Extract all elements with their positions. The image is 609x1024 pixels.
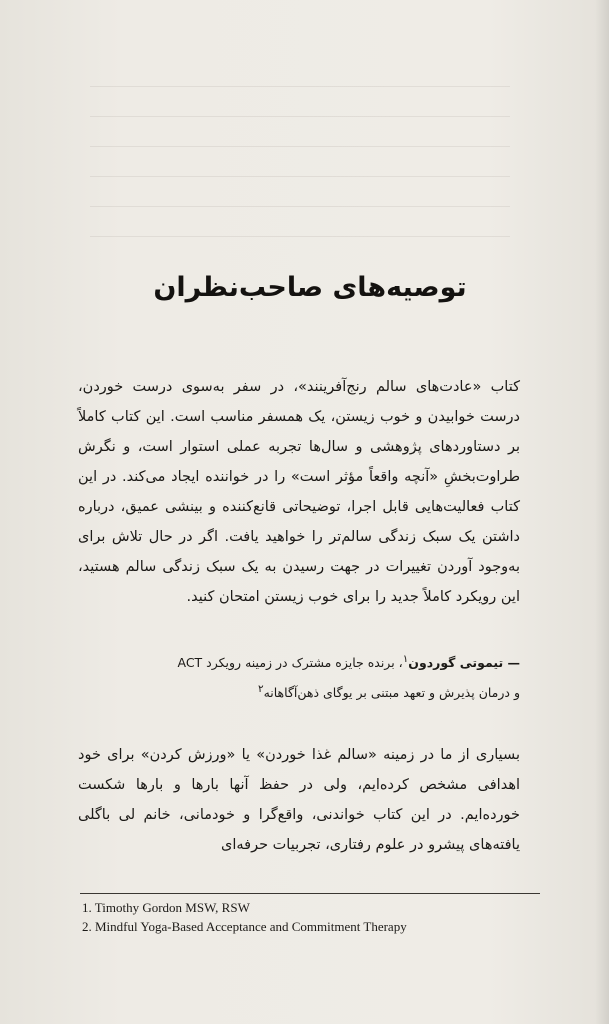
endorsement-attribution bbox=[78, 646, 520, 706]
attribution-line-2 bbox=[78, 676, 520, 706]
show-through-line bbox=[90, 86, 510, 87]
footnotes bbox=[82, 898, 542, 936]
footnote-item: 1. Timothy Gordon MSW, RSW bbox=[82, 900, 250, 915]
attribution-line-1 bbox=[78, 646, 520, 676]
page-spine-shadow bbox=[595, 0, 609, 1024]
page-title: توصیه‌های صاحب‌نظران bbox=[153, 272, 467, 303]
show-through-line bbox=[90, 146, 510, 147]
second-paragraph: بسیاری از ما در زمینه «سالم غذا خوردن» یا «ورزش کردن» برای خود اهدافی مشخص کرده‌ایم، ولی در حفظ آنها بارها و بارها شکست خورده‌ایم. در این کتاب خواندنی، واقع‌گرا و خودمانی، خانم لی باگلی یافته‌های پیشرو در علوم رفتاری، تجربیات حرفه‌ای bbox=[78, 747, 520, 853]
footnote-divider bbox=[80, 893, 540, 894]
attribution-credentials: ، برنده جایزه مشترک در زمینه رویکرد ACT bbox=[177, 655, 403, 671]
show-through-line bbox=[90, 116, 510, 117]
attribution-credentials-2: و درمان پذیرش و تعهد مبتنی بر یوگای ذهن‌آگاهانه bbox=[263, 685, 520, 701]
show-through-line bbox=[90, 176, 510, 177]
footnote-item: 2. Mindful Yoga-Based Acceptance and Commitment Therapy bbox=[82, 919, 407, 934]
footnote-marker-2: ۲ bbox=[257, 683, 264, 696]
show-through-line bbox=[90, 236, 510, 237]
show-through-line bbox=[90, 206, 510, 207]
footnote-marker-1: ۱ bbox=[402, 653, 409, 665]
endorser-name: — تیموتی گوردون bbox=[408, 655, 520, 671]
endorsement-paragraph: کتاب «عادت‌های سالم رنج‌آفرینند»، در سفر به‌سوی درست خوردن، درست خوابیدن و خوب زیستن، یک همسفر مناسب است. این کتاب کاملاً بر دستاوردهای پژوهشی و سال‌ها تجربه عملی استوار است، و نگرش طراوت‌بخشِ «آنچه واقعاً مؤثر است» را در خواننده ایجاد می‌کند. در این کتاب فعالیت‌هایی قابل اجرا، توضیحاتی قانع‌کننده و بینشی عمیق، درباره داشتن یک سبک زندگی سالم‌تر را خواهید یافت. اگر در حال تلاش برای به‌وجود آوردن تغییرات در جهت رسیدن به یک سبک زندگی سالم هستید، این رویکرد کاملاً جدید را برای خوب زیستن امتحان کنید. bbox=[78, 379, 520, 605]
